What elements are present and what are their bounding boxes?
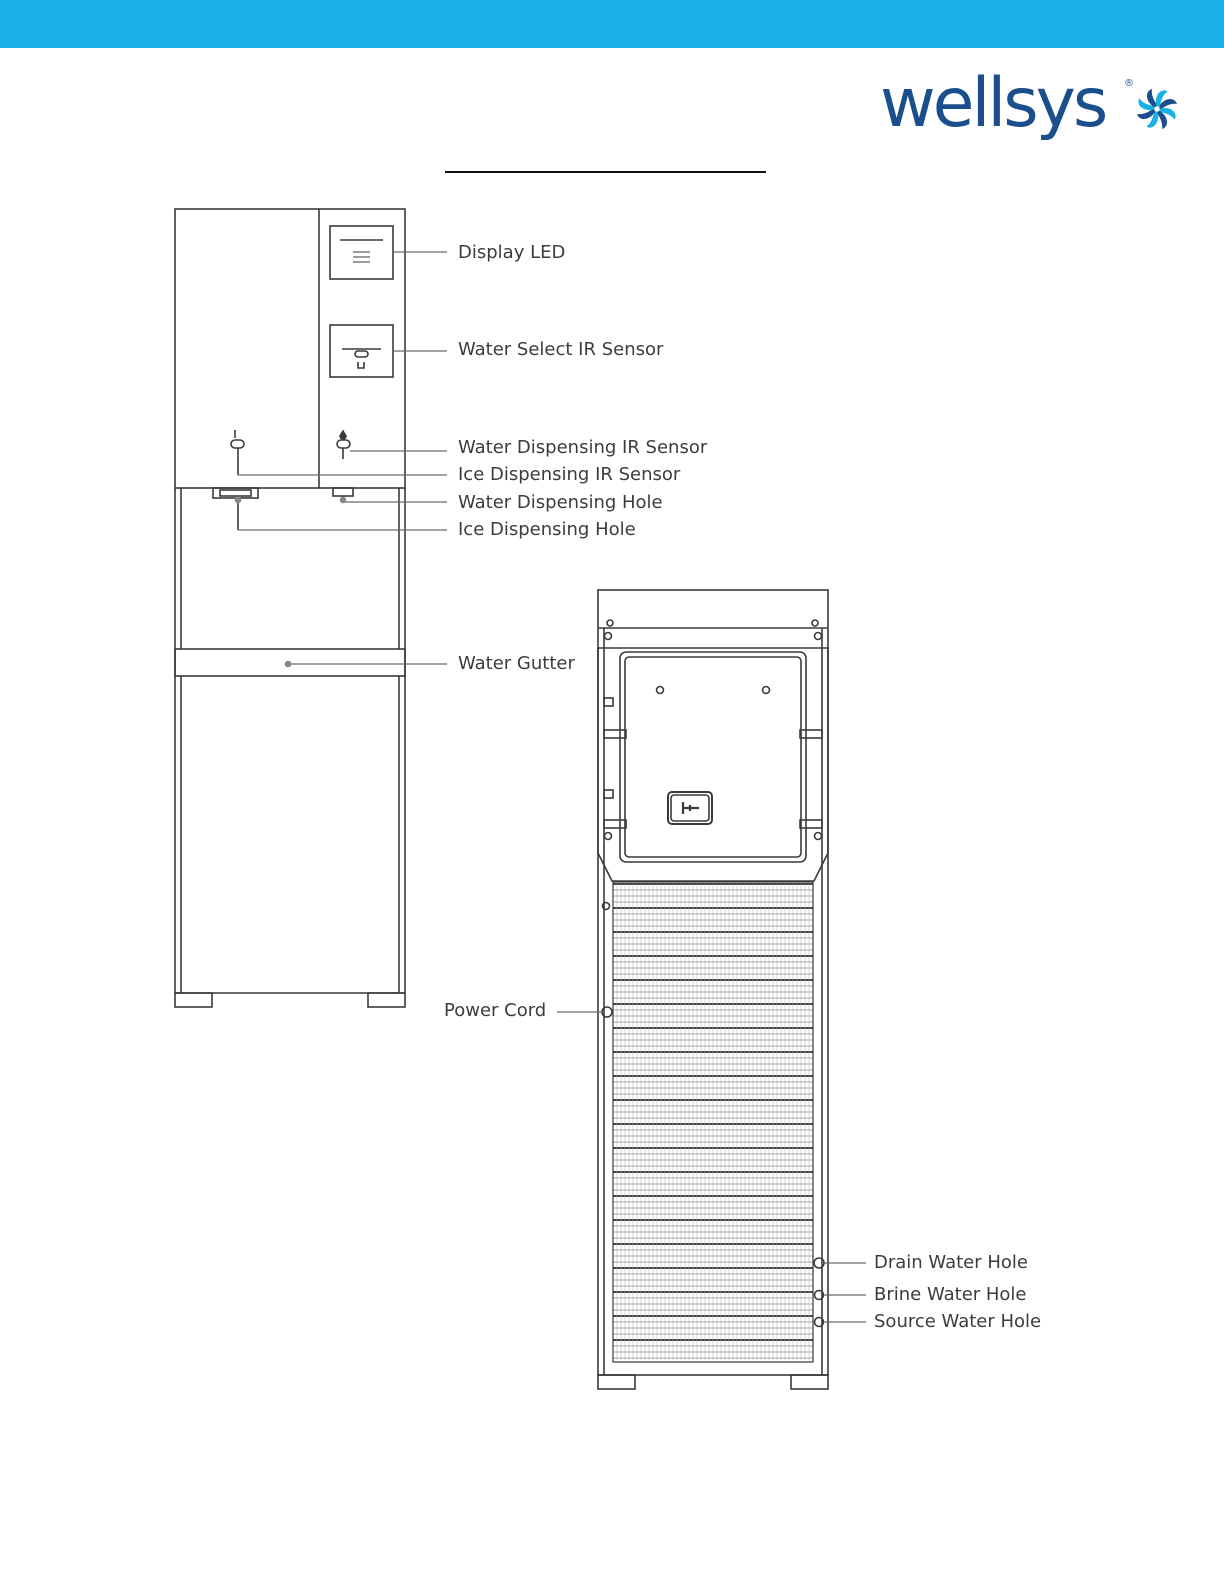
label-power-cord: Power Cord (444, 1000, 547, 1021)
label-drain-water-hole: Drain Water Hole (874, 1252, 1028, 1273)
label-ice-dispensing-hole: Ice Dispensing Hole (458, 519, 636, 540)
ice-sensor-icon (231, 430, 244, 475)
power-socket-icon (668, 792, 712, 824)
label-water-select-ir-sensor: Water Select IR Sensor (458, 339, 664, 360)
label-ice-dispensing-ir-sensor: Ice Dispensing IR Sensor (458, 464, 681, 485)
label-brine-water-hole: Brine Water Hole (874, 1284, 1027, 1305)
condenser-grille (613, 882, 813, 1362)
label-water-gutter: Water Gutter (458, 653, 575, 674)
label-water-dispensing-ir-sensor: Water Dispensing IR Sensor (458, 437, 708, 458)
registered-mark: ® (1124, 78, 1134, 89)
label-source-water-hole: Source Water Hole (874, 1311, 1042, 1332)
label-display-led: Display LED (458, 242, 566, 263)
label-water-dispensing-hole: Water Dispensing Hole (458, 492, 663, 513)
front-view-unit (175, 209, 405, 1007)
water-sensor-icon (337, 431, 350, 459)
logo-wordmark: wellsys (880, 64, 1106, 143)
